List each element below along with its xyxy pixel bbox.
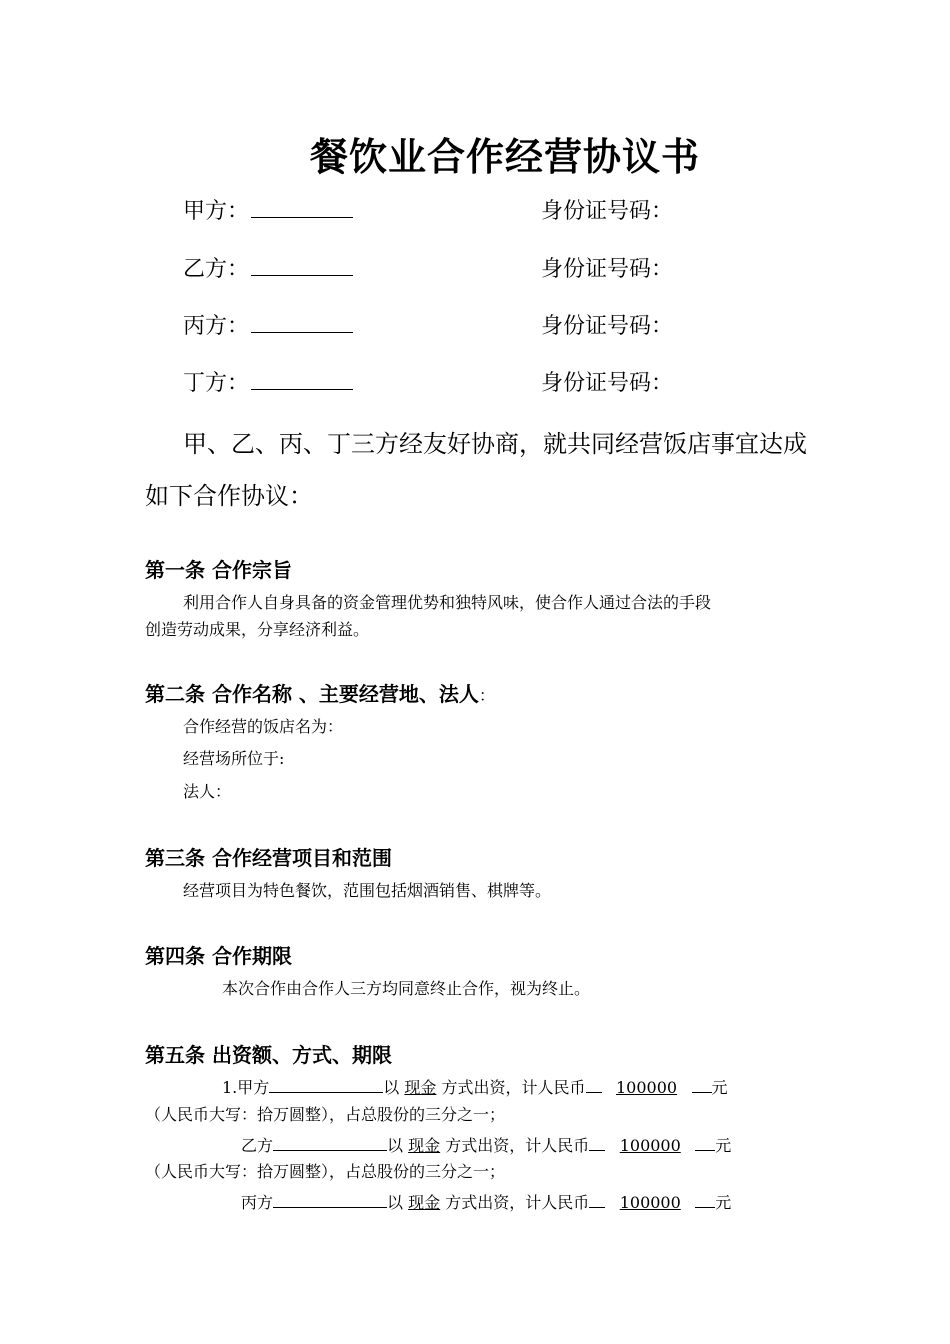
party-a-id-label: 身份证号码： [541, 199, 674, 224]
amount-value: 100000 [619, 1136, 681, 1155]
section-1-line-2: 创造劳动成果，分享经济利益。 [145, 620, 370, 639]
contributor-name: 甲方 [237, 1078, 270, 1097]
party-d-id-label: 身份证号码： [541, 371, 674, 396]
amount-pad [586, 1078, 602, 1093]
method-value: 现金 [408, 1193, 441, 1212]
section-4-text: 本次合作由合作人三方均同意终止合作，视为终止。 [222, 979, 591, 998]
method-label: 方式出资，计人民币 [441, 1078, 586, 1097]
party-b-name-field[interactable] [251, 257, 353, 276]
party-d [183, 366, 353, 397]
section-2-item-legal-person: 法人： [183, 782, 232, 801]
party-b-label: 乙方： [183, 257, 250, 282]
method-label: 方式出资，计人民币 [445, 1193, 590, 1212]
amount-value: 100000 [619, 1193, 681, 1212]
party-d-label: 丁方： [183, 371, 250, 396]
section-5-heading: 第五条 出资额、方式、期限 [145, 1043, 392, 1067]
by-label: 以 [387, 1193, 404, 1212]
section-2-heading: 第二条 合作名称 、主要经营地、法人 [145, 682, 479, 706]
unit-label: 元 [715, 1193, 732, 1212]
by-label: 以 [387, 1136, 404, 1155]
method-value: 现金 [404, 1078, 437, 1097]
intro-line-1: 甲、乙、丙、丁三方经友好协商，就共同经营饭店事宜达成 [183, 430, 807, 458]
contributor-blank[interactable] [273, 1193, 387, 1208]
section-4-heading: 第四条 合作期限 [145, 944, 292, 968]
section-2-heading-suffix: ： [478, 686, 495, 705]
party-b [183, 252, 353, 283]
intro-line-2: 如下合作协议： [145, 482, 313, 510]
amount-pad [692, 1078, 712, 1093]
contribution-row [241, 1190, 731, 1213]
contributor-name: 乙方 [241, 1136, 274, 1155]
party-c-id-label: 身份证号码： [541, 314, 674, 339]
item-number: 1. [222, 1078, 238, 1097]
document-title: 餐饮业合作经营协议书 [309, 135, 700, 179]
amount-pad [695, 1136, 715, 1151]
party-c-label: 丙方： [183, 314, 250, 339]
party-a-name-field[interactable] [251, 199, 353, 218]
contribution-tail: （人民币大写：拾万圆整），占总股份的三分之一； [145, 1105, 506, 1124]
section-1-line-1: 利用合作人自身具备的资金管理优势和独特风味，使合作人通过合法的手段 [183, 593, 712, 612]
by-label: 以 [383, 1078, 400, 1097]
contribution-row [241, 1133, 731, 1156]
amount-pad [589, 1193, 605, 1208]
contribution-row [222, 1075, 728, 1098]
method-label: 方式出资，计人民币 [445, 1136, 590, 1155]
contributor-name: 丙方 [241, 1193, 274, 1212]
section-2-heading-row [145, 678, 495, 707]
contributor-blank[interactable] [269, 1078, 383, 1093]
party-a [183, 194, 353, 225]
section-1-heading: 第一条 合作宗旨 [145, 558, 292, 582]
unit-label: 元 [711, 1078, 728, 1097]
party-c-name-field[interactable] [251, 314, 353, 333]
amount-pad [695, 1193, 715, 1208]
method-value: 现金 [408, 1136, 441, 1155]
contributor-blank[interactable] [273, 1136, 387, 1151]
section-2-item-name: 合作经营的饭店名为： [183, 717, 344, 736]
party-b-id-label: 身份证号码： [541, 257, 674, 282]
party-a-label: 甲方： [183, 199, 250, 224]
party-d-name-field[interactable] [251, 371, 353, 390]
section-3-heading: 第三条 合作经营项目和范围 [145, 846, 392, 870]
section-3-text: 经营项目为特色餐饮，范围包括烟酒销售、棋牌等。 [183, 881, 552, 900]
party-c [183, 309, 353, 340]
contribution-tail: （人民币大写：拾万圆整），占总股份的三分之一； [145, 1162, 506, 1181]
section-2-item-location: 经营场所位于: [183, 749, 285, 768]
amount-pad [589, 1136, 605, 1151]
amount-value: 100000 [615, 1078, 678, 1097]
unit-label: 元 [715, 1136, 732, 1155]
